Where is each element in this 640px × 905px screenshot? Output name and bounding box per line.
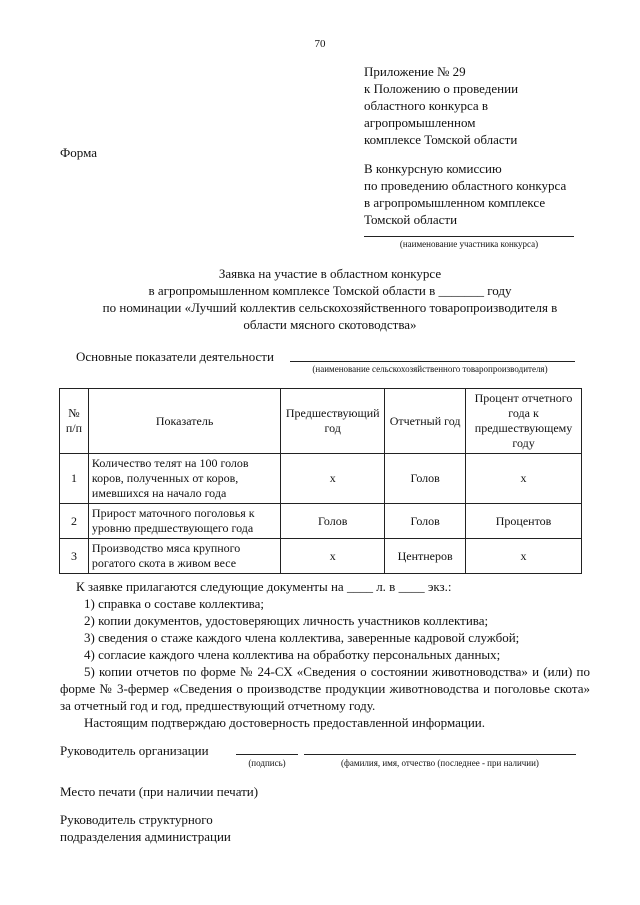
title-line: в агропромышленном комплексе Томской области в _______ году	[148, 283, 512, 298]
header-cell: Процент отчетного года к предшествующему году	[466, 389, 582, 454]
application-title	[60, 265, 600, 333]
commission-line: Томской области	[364, 212, 458, 227]
table-cell: Прирост маточного поголовья к уровню предшествующего года	[88, 504, 280, 539]
participant-name-line	[364, 236, 574, 237]
table-cell: Процентов	[466, 504, 582, 539]
documents-list	[60, 578, 590, 731]
signature-line	[236, 754, 298, 755]
department-head-line: подразделения администрации	[60, 829, 231, 844]
table-cell: Голов	[281, 504, 385, 539]
appendix-line: к Положению о проведении	[364, 81, 519, 96]
commission-line: по проведению областного конкурса	[364, 178, 567, 193]
full-name-caption: (фамилия, имя, отчество (последнее - при наличии)	[341, 758, 539, 768]
commission-block	[364, 160, 614, 228]
appendix-block	[364, 63, 604, 148]
header-cell: № п/п	[60, 389, 89, 454]
department-head-line: Руководитель структурного	[60, 812, 213, 827]
title-line: по номинации «Лучший коллектив сельскохозяйственного товаропроизводителя в	[102, 300, 558, 315]
indicators-label: Основные показатели деятельности	[76, 349, 274, 364]
appendix-line: Приложение № 29	[364, 64, 466, 79]
table-row	[60, 504, 582, 539]
header-cell: Отчетный год	[385, 389, 466, 454]
producer-caption: (наименование сельскохозяйственного товаропроизводителя)	[312, 364, 548, 374]
form-label: Форма	[60, 145, 97, 160]
table-cell: Голов	[385, 504, 466, 539]
participant-caption: (наименование участника конкурса)	[399, 239, 539, 249]
document-item: 3) сведения о стаже каждого члена коллектива, заверенные кадровой службой;	[84, 630, 520, 645]
indicators-table	[59, 388, 582, 574]
table-cell: Центнеров	[385, 539, 466, 574]
table-cell: 2	[60, 504, 89, 539]
header-cell: Предшествующий год	[281, 389, 385, 454]
appendix-line: агропромышленном	[364, 115, 476, 130]
signature-caption: (подпись)	[248, 758, 286, 768]
table-cell: х	[281, 454, 385, 504]
table-cell: х	[466, 539, 582, 574]
document-item: 5) копии отчетов по форме № 24-СХ «Сведения о состоянии животноводства» и (или) по форме № 3-фермер «Сведения о производстве продукции животноводства и поголовье скота» за отчетный год и год, предшествующий отчетному году.	[60, 664, 590, 713]
table-cell: Производство мяса крупного рогатого скота в живом весе	[88, 539, 280, 574]
title-line: Заявка на участие в областном конкурсе	[218, 266, 442, 281]
table-cell: Голов	[385, 454, 466, 504]
appendix-line: областного конкурса в	[364, 98, 489, 113]
header-cell: Показатель	[88, 389, 280, 454]
table-cell: х	[281, 539, 385, 574]
document-item: 2) копии документов, удостоверяющих личность участников коллектива;	[84, 613, 489, 628]
table-row	[60, 454, 582, 504]
appendix-line: комплексе Томской области	[364, 132, 518, 147]
stamp-label: Место печати (при наличии печати)	[60, 784, 259, 799]
department-head-block	[60, 811, 231, 845]
producer-name-line	[290, 361, 575, 362]
table-row	[60, 539, 582, 574]
title-line: области мясного скотоводства»	[243, 317, 417, 332]
table-cell: 3	[60, 539, 89, 574]
table-cell: Количество телят на 100 голов коров, полученных от коров, имевшихся на начало года	[88, 454, 280, 504]
commission-line: в агропромышленном комплексе	[364, 195, 546, 210]
table-header-row	[60, 389, 582, 454]
table-cell: х	[466, 454, 582, 504]
commission-line: В конкурсную комиссию	[364, 161, 502, 176]
full-name-line	[304, 754, 576, 755]
page-number: 70	[314, 38, 326, 50]
document-item: 1) справка о составе коллектива;	[84, 596, 265, 611]
documents-intro: К заявке прилагаются следующие документы на ____ л. в ____ экз.:	[76, 579, 452, 594]
table-cell: 1	[60, 454, 89, 504]
document-item: 4) согласие каждого члена коллектива на обработку персональных данных;	[84, 647, 501, 662]
signature-label: Руководитель организации	[60, 743, 209, 758]
confirmation-text: Настоящим подтверждаю достоверность предоставленной информации.	[84, 715, 486, 730]
